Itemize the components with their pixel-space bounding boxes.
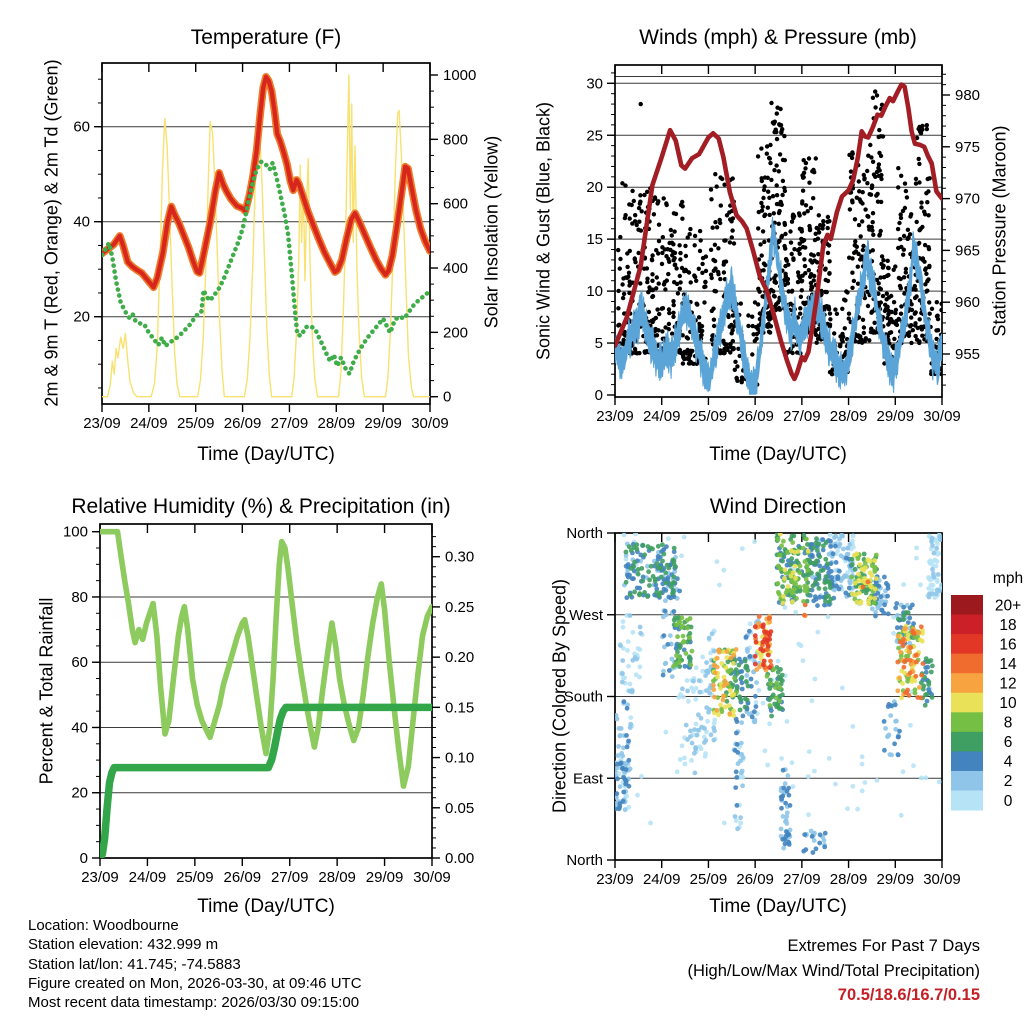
svg-text:0.30: 0.30 (445, 548, 475, 566)
svg-text:29/09: 29/09 (365, 869, 404, 886)
svg-text:1000: 1000 (443, 67, 477, 84)
legend-label-12: 12 (999, 675, 1017, 693)
legend-label-16: 16 (999, 636, 1017, 654)
legend-label-6: 6 (1003, 734, 1013, 752)
svg-text:South: South (563, 688, 603, 706)
svg-text:29/09: 29/09 (876, 408, 915, 425)
temperature-panel (73, 63, 476, 432)
extremes-title: Extremes For Past 7 Days (787, 937, 980, 955)
svg-text:30/09: 30/09 (923, 408, 961, 425)
legend-swatch-0 (951, 791, 983, 811)
direction-x-axis-label: Time (Day/UTC) (709, 896, 847, 917)
svg-text:30/09: 30/09 (923, 871, 961, 888)
svg-text:0: 0 (443, 388, 452, 406)
svg-text:29/09: 29/09 (876, 871, 915, 888)
svg-text:24/09: 24/09 (130, 415, 168, 432)
svg-text:23/09: 23/09 (81, 869, 119, 886)
svg-text:400: 400 (443, 260, 469, 278)
station-latlon: Station lat/lon: 41.745; -74.5883 (28, 955, 241, 973)
svg-text:960: 960 (955, 294, 981, 312)
svg-text:40: 40 (71, 719, 88, 737)
humidity-series (100, 532, 432, 858)
winds-panel (586, 65, 980, 425)
svg-text:20: 20 (586, 179, 603, 197)
svg-text:0: 0 (594, 387, 603, 404)
svg-text:970: 970 (955, 190, 981, 208)
svg-text:26/09: 26/09 (736, 871, 774, 888)
svg-text:East: East (572, 770, 603, 788)
legend-swatch-20+ (951, 595, 983, 615)
svg-text:800: 800 (443, 131, 469, 149)
svg-text:975: 975 (955, 138, 981, 156)
svg-text:965: 965 (955, 242, 981, 260)
legend-swatch-12 (951, 673, 983, 693)
svg-text:25/09: 25/09 (689, 408, 728, 425)
direction-panel (564, 525, 961, 888)
svg-text:20: 20 (71, 784, 88, 802)
winds-right-axis-label: Station Pressure (Maroon) (989, 125, 1010, 337)
svg-text:0.00: 0.00 (445, 850, 475, 867)
svg-text:200: 200 (443, 324, 469, 342)
svg-text:60: 60 (73, 118, 90, 136)
svg-text:955: 955 (955, 346, 981, 363)
svg-text:25: 25 (586, 127, 603, 145)
svg-text:24/09: 24/09 (128, 869, 167, 886)
station-elevation: Station elevation: 432.999 m (28, 936, 219, 954)
temperature-left-axis-label: 2m & 9m T (Red, Orange) & 2m Td (Green) (41, 59, 62, 407)
svg-text:28/09: 28/09 (829, 871, 868, 888)
legend-label-0: 0 (1003, 792, 1013, 810)
legend-swatch-8 (951, 712, 983, 732)
svg-text:80: 80 (71, 588, 88, 606)
svg-text:40: 40 (73, 213, 90, 231)
svg-text:29/09: 29/09 (364, 415, 402, 432)
svg-text:0.25: 0.25 (445, 598, 475, 616)
svg-text:25/09: 25/09 (176, 869, 214, 886)
legend-swatch-16 (951, 634, 983, 654)
svg-text:27/09: 27/09 (783, 871, 821, 888)
humidity-title: Relative Humidity (%) & Precipitation (in) (71, 495, 451, 518)
humidity-x-axis-label: Time (Day/UTC) (197, 896, 335, 917)
svg-text:23/09: 23/09 (596, 871, 634, 888)
direction-left-axis-label: Direction (Colored By Speed) (549, 578, 570, 814)
svg-text:30/09: 30/09 (411, 415, 449, 432)
svg-text:27/09: 27/09 (270, 869, 309, 886)
svg-text:0.10: 0.10 (445, 749, 475, 767)
extremes-subtitle: (High/Low/Max Wind/Total Precipitation) (687, 961, 980, 980)
legend-swatch-4 (951, 751, 983, 771)
station-info (28, 916, 362, 1012)
svg-text:0: 0 (79, 850, 88, 867)
temperature-right-axis-label: Solar Insolation (Yellow) (481, 135, 502, 329)
svg-text:23/09: 23/09 (83, 415, 121, 432)
svg-text:980: 980 (955, 87, 981, 104)
legend-label-10: 10 (999, 695, 1017, 713)
legend-label-8: 8 (1003, 714, 1013, 732)
legend-swatch-2 (951, 771, 983, 791)
svg-text:0.15: 0.15 (445, 699, 475, 717)
svg-text:North: North (566, 852, 603, 869)
svg-text:0.20: 0.20 (445, 649, 475, 667)
direction-title: Wind Direction (709, 495, 847, 518)
figure-created: Figure created on Mon, 2026-03-30, at 09:46 UTC (28, 974, 362, 992)
svg-text:10: 10 (586, 283, 603, 301)
svg-text:28/09: 28/09 (318, 869, 356, 886)
svg-text:28/09: 28/09 (829, 408, 868, 425)
svg-text:25/09: 25/09 (176, 415, 215, 432)
svg-text:23/09: 23/09 (596, 408, 634, 425)
svg-text:600: 600 (443, 195, 469, 213)
svg-text:20: 20 (73, 308, 90, 326)
winds-x-axis-label: Time (Day/UTC) (709, 444, 847, 465)
speed-legend-title: mph (992, 570, 1024, 587)
legend-label-14: 14 (999, 655, 1017, 673)
temperature-x-axis-label: Time (Day/UTC) (197, 444, 335, 465)
svg-text:60: 60 (71, 654, 88, 672)
svg-text:27/09: 27/09 (783, 408, 821, 425)
legend-swatch-18 (951, 615, 983, 635)
svg-text:100: 100 (62, 523, 88, 541)
svg-text:26/09: 26/09 (736, 408, 774, 425)
legend-swatch-14 (951, 654, 983, 674)
legend-label-2: 2 (1003, 773, 1013, 791)
legend-swatch-6 (951, 732, 983, 752)
temperature-title: Temperature (F) (190, 26, 342, 49)
legend-swatch-10 (951, 693, 983, 713)
legend-label-4: 4 (1003, 753, 1013, 771)
temperature-series (102, 75, 430, 397)
svg-text:West: West (569, 606, 603, 624)
winds-left-axis-label: Sonic Wind & Gust (Blue, Black) (533, 101, 554, 361)
speed-legend (951, 570, 1023, 811)
extremes-values: 70.5/18.6/16.7/0.15 (837, 986, 980, 1004)
svg-text:26/09: 26/09 (223, 415, 262, 432)
humidity-left-axis-label: Percent & Total Rainfall (36, 597, 57, 785)
svg-text:24/09: 24/09 (642, 408, 681, 425)
svg-text:0.05: 0.05 (445, 799, 475, 817)
svg-text:24/09: 24/09 (642, 871, 681, 888)
svg-text:15: 15 (586, 231, 603, 249)
svg-text:28/09: 28/09 (317, 415, 356, 432)
legend-label-18: 18 (999, 616, 1017, 634)
svg-text:30: 30 (586, 75, 603, 93)
svg-text:27/09: 27/09 (270, 415, 309, 432)
data-timestamp: Most recent data timestamp: 2026/03/30 09:15:00 (28, 994, 360, 1012)
winds-title: Winds (mph) & Pressure (mb) (639, 26, 917, 49)
svg-text:North: North (566, 525, 603, 542)
svg-text:25/09: 25/09 (689, 871, 728, 888)
svg-text:26/09: 26/09 (223, 869, 262, 886)
svg-text:5: 5 (594, 335, 603, 353)
svg-text:30/09: 30/09 (413, 869, 451, 886)
station-location: Location: Woodbourne (28, 917, 179, 934)
humidity-panel (63, 524, 474, 886)
extremes-block (687, 934, 980, 1008)
legend-label-20+: 20+ (994, 597, 1022, 615)
direction-series (613, 531, 945, 855)
